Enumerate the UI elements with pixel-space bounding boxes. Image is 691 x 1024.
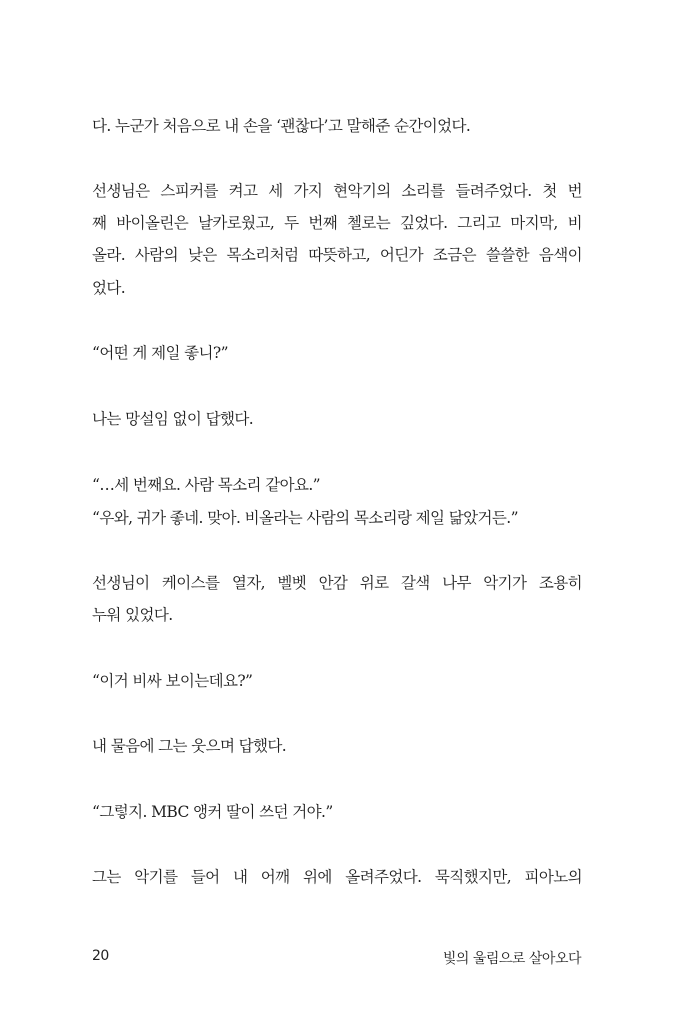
dialogue-line: “…세 번째요. 사람 목소리 같아요.” [92,476,320,494]
text-line: 누워 있었다. [92,606,173,624]
text-line: 다. 누군가 처음으로 내 손을 ‘괜찮다’고 말해준 순간이었다. [92,117,471,135]
dialogue-line: “어떤 게 제일 좋니?” [92,344,228,362]
text-line: 선생님이 케이스를 열자, 벨벳 안감 위로 갈색 나무 악기가 조용히 [92,574,582,592]
text-line: 었다. [92,279,126,297]
text-line: 선생님은 스피커를 켜고 세 가지 현악기의 소리를 들려주었다. 첫 번 [92,182,582,200]
dialogue-line: “우와, 귀가 좋네. 맞아. 비올라는 사람의 목소리랑 제일 닮았거든.” [92,509,518,527]
text-line: 그는 악기를 들어 내 어깨 위에 올려주었다. 묵직했지만, 피아노의 [92,868,582,886]
book-title-footer: 빛의 울림으로 살아오다 [442,951,581,967]
dialogue-line: “그렇지. MBC 앵커 딸이 쓰던 거야.” [92,803,333,821]
dialogue-line: “이거 비싸 보이는데요?” [92,672,253,690]
text-line: 올라. 사람의 낮은 목소리처럼 따뜻하고, 어딘가 조금은 쓸쓸한 음색이 [92,246,582,264]
page-number: 20 [92,948,109,964]
text-line: 째 바이올린은 날카로웠고, 두 번째 첼로는 깊었다. 그리고 마지막, 비 [92,214,582,232]
text-line: 나는 망설임 없이 답했다. [92,410,254,428]
text-line: 내 물음에 그는 웃으며 답했다. [92,737,287,755]
